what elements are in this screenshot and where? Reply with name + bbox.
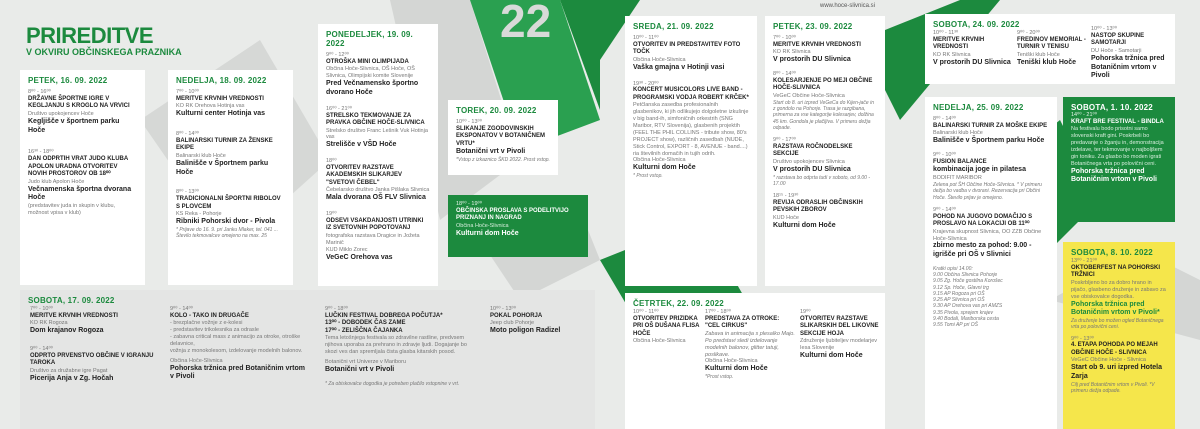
event-column (325, 306, 475, 387)
event-organizer: Društvo za družabne igre Pagat (30, 367, 108, 374)
day-date: PONEDELJEK, 19. 09. 2022 (326, 30, 413, 48)
event-organizer: Jeep club Pohorje (490, 320, 535, 327)
event-title: OTVORITEV RAZSTAVE AKADEMSKIH SLIKARJEV "SVETOVI ČEBEL" (326, 164, 403, 186)
event-organizer: Občina Hoče-Slivnica (456, 222, 509, 229)
event-subitem: 13⁰⁰ - DOBODEK ČAS ZAME (325, 320, 406, 327)
event-title: OTVORITEV IN PREDSTAVITEV FOTO TOČK (633, 41, 741, 56)
event-organizer: Krajevna skupnost Slivnica, OO ZZB Občine Hoče-Slivnica (933, 228, 1042, 242)
event (1071, 336, 1167, 395)
event-description: Tema letošnjega festivala so zdravilne rastline, predvsem njihova uporaba za prehrano in zdravje ljudi. Dogajanje bo skozi ves dan spremljala čista glasba kitarskih posod. (325, 335, 467, 356)
schedule-line: 9.30 AP Orehova vas pri AMZS (933, 303, 1003, 310)
event-detail: - zabavna critical mass z animacijo za otroke, otroške delavnice, (170, 334, 301, 347)
event-place: kombinacija joge in pilatesa (933, 166, 1026, 174)
event-title: OTVORITEV RAZSTAVE SLIKARSKIH DEL LIKOVNE SEKCIJE HOJA (800, 315, 879, 337)
card-saturday-17 (20, 290, 595, 429)
event-organizer: Občina Hoče-Slivnica, OŠ Hoče, OŠ Slivnica, Olimpijski komite Slovenije (326, 66, 415, 80)
event-time: 9⁰⁰ - 14⁰⁰ (170, 306, 193, 312)
event-time: 14⁰⁰ - 21⁰⁰ (1071, 112, 1097, 118)
event-title: SLIKANJE ZGODOVINSKIH EKSPONATOV V BOTANIČNEM VRTU* (456, 125, 546, 147)
event-organizer: BODIFIT MARIBOR (933, 175, 982, 182)
event-organizer: KUD Hoče (773, 214, 799, 221)
day-date: PETEK, 23. 09. 2022 (773, 22, 853, 31)
event-organizer: Združenje ljubiteljev modelarjev Iesa Slovenije (800, 338, 878, 352)
event-note: *Prost vstop. (705, 374, 734, 380)
event-place: Balinišče v Športnem parku Hoče (176, 159, 269, 176)
day-date: NEDELJA, 18. 09. 2022 (176, 76, 267, 85)
schedule-line: 9.12 Sp. Hoče, Glavni trg (933, 284, 989, 291)
event-title: KRAFT BRE FESTIVAL - BINDLA (1071, 118, 1164, 125)
event-title: STRELSKO TEKMOVANJE ZA PRAVKA OBČINE HOČE-SLIVNICA (326, 112, 425, 126)
event-title: NASTOP SKUPINE SAMOTARJI (1091, 32, 1145, 47)
event-organizer: Botanični vrt Univerze v Mariboru (325, 359, 407, 365)
event (633, 81, 749, 180)
event-place: Start ob 9. uri izpred Hotela Zarja (1071, 364, 1163, 380)
event-time: 8⁰⁰ - 14⁰⁰ (933, 116, 956, 122)
event-time: 19⁰⁰ (326, 211, 337, 217)
event-organizer: DU Hoče - Samotarji (1091, 47, 1142, 54)
event-title: REVIJA ODRASLIH OBČINSKIH PEVSKIH ZBOROV (773, 199, 863, 214)
event-title: OKTOBERFEST NA POHORSKI TRŽNICI (1071, 264, 1161, 279)
card-saturday-1-oct (1063, 97, 1175, 222)
event-organizer: Strelsko društvo Franc Lešnik Vuk Hotinja vas (326, 127, 428, 141)
event-title: PREDSTAVA ZA OTROKE: "CEL CIRKUS" (705, 315, 780, 330)
event-organizer: Občina Hoče-Slivnica (633, 56, 686, 63)
event-description: Petčlanska zasedba profesionalnih glasbenikov, ki jih odlikujejo dolgoletne izkušnje v big band-ih, simfoničnih orkestrih (SNG Maribor, RTV Slovenija), glasbenih projektih (FEEL THE PHIL COLLINS - tribute show, 80's PROJECT show), različnih zasedbah (NUDE, Stick Control, EXPORT - 8, AVENUE - band....) ria številnih domačih in tujih odrih. (633, 102, 749, 157)
event-note: * Prijave do 16. 9. pri Janku Mlaker, tel. 041 ... Število tekmovalcev omejeno na max. 25 (176, 226, 278, 239)
event-note: Cilj pred Botaničnim vrtom v Pivoli. *V primeru dežja odpade. (1071, 381, 1155, 394)
event-time: 16³⁰ - 18⁰⁰ (28, 149, 54, 156)
day-date: SREDA, 21. 09. 2022 (633, 22, 714, 31)
event-place: zbirno mesto za pohod: 9.00 - igrišče pri OŠ v Slivnici (933, 242, 1032, 259)
event-note: * Za obiskovalce dogodka je potreben plačilo vstopnine v vrt. (325, 380, 460, 387)
event-description: Na festivalu bodo prisotni samo slovenski kraft gini. Poskrbeli bo predavanje o žganju in, demonstracija izdelave, ter tekmovanje v najboljšem gin toniku. Za glasbo bo moden igrati Botaničnega vrta po polovični ceni. (1071, 126, 1164, 167)
event-note: Start ob 8. uri izpred VeGeCa do Kijen-jače in z gondolo na Pohorje. Trasa je razgibana, primerna za vse kategorije kolesarjev, dolžina 45 km. Gondola je plačljiva. V primeru dežja odpade. (773, 99, 874, 131)
event-time: 7⁰⁰ - 10⁰⁰ (176, 89, 199, 95)
day-date: SOBOTA, 24. 09. 2022 (933, 20, 1020, 29)
event-organizer: Društvo upokojencev Slivnica (773, 158, 845, 165)
event-organizer: Teniški klub Hoče (1017, 51, 1060, 58)
event-title: MERITVE KRVNIH VREDNOSTI (933, 36, 985, 51)
website-url: www.hoce-slivnica.si (820, 3, 876, 9)
event-title: MERITVE KRVNIH VREDNOSTI (30, 312, 118, 319)
event-title: FREDINOV MEMORIAL - TURNIR V TENISU (1017, 36, 1086, 51)
event-time: 8⁰⁰ - 14⁰⁰ (176, 131, 199, 137)
event-title: LUČKIN FESTIVAL DOBREGA POČUTJA* (325, 312, 443, 319)
event-title: BALINARSKI TURNIR ZA ŽENSKE EKIPE (176, 137, 273, 152)
event (326, 106, 430, 150)
event-description: Poskrbljeno bo za dobro hrano in pijačo, glasbeno druženje in zabavo za vse obiskovalce dogodka. (1071, 279, 1166, 300)
event-note: * Prost vstop. (633, 173, 663, 179)
event-place: Balinišče v Športnem parku Hoče (933, 137, 1045, 145)
event-detail: vožnja z monokolesom, izdelovanje modelnih balonov. (170, 347, 303, 354)
event (326, 211, 430, 262)
event-place: VeGeC Orehova vas (326, 253, 393, 261)
event-title: KOLO - TAKO IN DRUGAČE (170, 312, 249, 319)
event (773, 137, 877, 187)
event-title: MERITVE KRVNIH VREDNOSTI (176, 95, 264, 102)
event-place: Kulturni dom Hoče (705, 365, 768, 373)
event-time: 10⁰⁰ - 13⁰⁰ (1091, 26, 1117, 32)
event-column (1091, 26, 1171, 81)
card-tuesday-20 (448, 100, 558, 175)
event-time: 9⁰⁰ - 12⁰⁰ (326, 52, 349, 58)
event-time: 18⁰⁰ (326, 158, 337, 164)
event-title: DRŽAVNE ŠPORTNE IGRE V KEGLJANJU S KROGLO NA VRVICI (28, 95, 130, 110)
event-time: 18¹⁵ - 19³⁰ (773, 193, 799, 199)
event-note: *Vstop z izkaznico ŠKD 2022. Prost vstop. (456, 157, 550, 164)
event-organizer: KUD Miklo Zorec (326, 246, 368, 253)
schedule-line: 9.35 Pivola, sprejem krajev (933, 309, 994, 316)
card-friday-16 (20, 70, 145, 285)
day-date: SOBOTA, 1. 10. 2022 (1071, 103, 1153, 112)
event-organizer: Občina Hoče-Slivnica (633, 157, 686, 164)
event-place: Vaška gmajna v Hotinji vasi (633, 63, 725, 71)
event-place: Kulturni dom Hoče (800, 352, 863, 360)
event-place: Picerija Anja v Zg. Hočah (30, 374, 114, 382)
event-time: 9⁰⁰ - 17⁰⁰ (773, 137, 796, 143)
schedule-line: 9.40 Bodali, Mariborska cesta (933, 315, 999, 322)
event-note: (predstavitev juda in skupin v klubu, možnost vpisa v klub) (28, 203, 116, 216)
event-place: Pohorska tržnica pred Botaničnim vrtom v Pivoli (1071, 167, 1157, 184)
card-monday-19 (318, 24, 438, 286)
event-title: OTVORITEV PRIZIDKA PRI OŠ DUŠANA FLISA HOČE (633, 315, 700, 337)
event (176, 189, 285, 239)
event-place: Kulturni center Hotinja vas (176, 110, 266, 118)
event (773, 35, 877, 65)
event-organizer: Občina Hoče-Slivnica (170, 357, 223, 364)
event-place: Dom krajanov Rogoza (30, 327, 104, 335)
event-place: Kulturni dom Hoče (633, 164, 696, 172)
event-time: 13⁰⁰ - 21⁰⁰ (1071, 258, 1097, 264)
event-place: Pred Večnamensko športno dvorano Hoče (326, 80, 419, 96)
event (933, 152, 1049, 201)
event-organizer: Občina Hoče-Slivnica (633, 338, 686, 345)
event-place: Kegljišče v športnem parku Hoče (28, 117, 120, 134)
card-thursday-22 (625, 293, 885, 429)
event-note: Zelena pot ŠH Občine Hoče-Slivnica. * V primeru dežja bo vadba v dvorani. Rezervacija pri Občini Hoče. Število prijav je omejeno. (933, 182, 1042, 201)
event-organizer: KO RK Slivnica (933, 51, 971, 58)
event-subitem: 17⁰⁰ - ZELIŠČNA ČAJANKA (325, 327, 403, 334)
event-time: 9⁰⁰ - 10⁰⁰ (933, 152, 956, 158)
schedule-line: 9.00 Občina Slivnica Pohorje (933, 272, 998, 279)
event-title: MERITVE KRVNIH VREDNOSTI (773, 41, 861, 48)
event-title: KONCERT MUSICOLORS LIVE BAND - PROGRAMSKI VODJA ROBERT KRČEK* (633, 87, 749, 101)
event-organizer: Občina Hoče-Slivnica (705, 358, 758, 365)
card-sunday-18 (168, 70, 293, 285)
card-saturday-8-oct (1063, 242, 1175, 429)
event-place: V prostorih DU Slivnica (773, 165, 851, 173)
event-place: Kulturni dom Hoče (456, 229, 519, 237)
card-sunday-25 (925, 97, 1057, 429)
event-place: Pohorska tržnica pred Botaničnim vrtom v Pivoli* (1071, 300, 1160, 317)
card-wednesday-21 (625, 16, 757, 286)
day-date: TOREK, 20. 09. 2022 (456, 106, 537, 115)
event-time: 9⁰⁰ - 20⁰⁰ (1017, 30, 1040, 36)
event-column (800, 309, 880, 361)
event (933, 207, 1049, 260)
event-time: 10⁰⁰ - 11³⁰ (933, 30, 959, 36)
event-organizer: Balinarski klub Hoče (933, 130, 983, 137)
event-time: 10⁰⁰ - 13⁰⁰ (456, 119, 482, 125)
event-title: BALINARSKI TURNIR ZA MOŠKE EKIPE (933, 122, 1048, 129)
event-time: 8⁰⁰ - 16⁰⁰ (28, 89, 51, 95)
event (456, 119, 550, 163)
event-title: OBČINSKA PROSLAVA S PODELITVIJO PRIZNANJ IN NAGRAD (456, 207, 569, 222)
event-title: ODSEVI VSAKDANJOSTI UTRINKI IZ SVETOVNIH POPOTOVANJ (326, 217, 424, 232)
event (773, 193, 877, 231)
event-place: Pohorska tržnica pred Botaničnim vrtom v Pivoli (1091, 54, 1165, 80)
event-title: FUSION BALANCE (933, 158, 987, 165)
event-time: 18⁰⁰ - 19⁰⁰ (456, 201, 482, 207)
event-title: RAZSTAVA ROČNODELSKE SEKCIJE (773, 143, 853, 158)
event-place: Teniški klub Hoče (1017, 58, 1076, 66)
page-title: PRIREDITVE (26, 23, 154, 48)
event-time: 9⁰⁰ - 13⁰⁰ (1071, 335, 1094, 342)
event-description: fotografska razstava Dragice in Jožeta Marinič (326, 232, 420, 246)
event-column (1017, 30, 1087, 68)
event-column (933, 30, 1013, 68)
event-note: * razstava bo odprta tudi v soboto, od 9.00 - 17.00 (773, 174, 871, 187)
card-saturday-24 (925, 14, 1175, 84)
event (176, 131, 285, 177)
event (1071, 258, 1167, 331)
event-detail: - predstavitev trikolesnika za odrasle (170, 327, 259, 334)
event-organizer: Balinarski klub Hoče (176, 152, 226, 159)
event-place: Botanični vrt v Pivoli (456, 148, 526, 156)
event-place: Mala dvorana OŠ FLV Slivnica (326, 194, 426, 202)
event-organizer: VeGeC Občine Hoče - Slivnica (1071, 357, 1146, 364)
event-time: 10⁰⁰ - 11⁰⁰ (633, 35, 659, 41)
event (633, 35, 749, 73)
day-date: NEDELJA, 25. 09. 2022 (933, 103, 1024, 112)
event-time: 7⁰⁰ - 10⁰⁰ (30, 306, 53, 312)
event-time: 8⁰⁰ - 13⁰⁰ (176, 189, 199, 196)
event-column (170, 306, 310, 382)
schedule-line: 9.05 Zg. Hoče gostilna Korošec (933, 278, 1003, 285)
event-place: Večnamenska športna dvorana Hoče (28, 185, 132, 202)
event-title: POHOD NA JUGOVO DOMAČIJO S PROSLAVO NA LOKACIJI OB 11⁰⁰ (933, 213, 1033, 228)
event-time: 10⁰⁰ - 13⁰⁰ (490, 306, 516, 312)
event (933, 116, 1049, 146)
event-organizer: KO RK Slivnica (773, 49, 811, 56)
event-place: V prostorih DU Slivnica (773, 56, 851, 64)
event-title: DAN ODPRTIH VRAT JUDO KLUBA APOLON URADNA OTVORITEV NOVIH PROSTOROV OB 18⁰⁰ (28, 156, 128, 178)
page-subtitle: V OKVIRU OBČINSKEGA PRAZNIKA (26, 47, 182, 57)
schedule-line: 9.25 AP Slivnica pri OŠ (933, 297, 985, 304)
event-title: OTROŠKA MINI OLIMPIJADA (326, 58, 409, 65)
event-organizer: KO RK Rogoza (30, 320, 68, 327)
event (773, 71, 877, 131)
card-friday-23 (765, 16, 885, 286)
event-time: 9⁰⁰ - 14⁰⁰ (933, 206, 956, 213)
event-column (490, 306, 590, 336)
event-time: 19⁰⁰ (800, 309, 811, 315)
event-time: 16⁰⁰ - 21⁰⁰ (326, 105, 352, 112)
event (28, 149, 137, 217)
event-place: Pohorska tržnica pred Botaničnim vrtom v Pivoli (170, 364, 305, 381)
event-place: Botanični vrt v Pivoli (325, 365, 395, 373)
event-column (30, 306, 160, 384)
event-title: 4. ETAPA POHODA PO MEJAH OBČINE HOČE - SLIVNICA (1071, 342, 1158, 356)
event (326, 52, 430, 98)
event-place: Strelišče v VŠD Hoče (326, 141, 397, 149)
day-date: SOBOTA, 8. 10. 2022 (1071, 248, 1153, 257)
event-column (705, 309, 795, 380)
big-number-22: 22 (500, 0, 552, 47)
event (28, 89, 137, 135)
event-time: 17⁰⁰ - 18⁰⁰ (705, 309, 731, 315)
event (176, 89, 285, 119)
event-time: 8⁰⁰ - 14⁰⁰ (773, 71, 796, 77)
event-place: Moto poligon Radizel (490, 327, 561, 335)
event-organizer: Judo klub Apolon Hoče (28, 178, 85, 185)
event-detail: - brezplačne vožnje z e-kolesi (170, 320, 243, 327)
event (933, 266, 1049, 329)
event-time: 19³⁰ - 20⁰⁰ (633, 80, 659, 87)
schedule-heading: Kratki opisi 14.00: (933, 265, 973, 272)
day-date: PETEK, 16. 09. 2022 (28, 76, 108, 85)
schedule-line: 9.55 Tomi AP pri OŠ (933, 322, 979, 329)
event-organizer: VeGeC Občine Hoče-Slivnica (773, 92, 845, 99)
event-time: 7⁰⁰ - 10⁰⁰ (773, 35, 796, 41)
event-time: 9⁰⁰ - 18⁰⁰ (325, 306, 348, 312)
card-tuesday-20-ceremony (448, 195, 588, 257)
event-title: TRADICIONALNI ŠPORTNI RIBOLOV S PLOVCEM (176, 196, 281, 210)
schedule-line: 9.15 AP Rogoza pri OŠ (933, 290, 985, 297)
event-time: 10⁰⁰ - 11⁰⁰ (633, 309, 659, 315)
event-description: Zabava in animacija s plesalko Majo. Po predstavi sledi izdelovanje modelnih balonov, glitter tatuji, poslikave. (705, 330, 795, 358)
event-title: ODPRTO PRVENSTVO OBČINE V IGRANJU TAROKA (30, 352, 154, 367)
day-date: ČETRTEK, 22. 09. 2022 (633, 299, 724, 308)
event-column (633, 309, 703, 345)
event-title: POKAL POHORJA (490, 312, 543, 319)
event-organizer: KS Reka - Pohorje (176, 211, 222, 218)
event (326, 158, 430, 203)
event-organizer: KO RK Orehova Hotinja vas (176, 103, 245, 110)
event-place: V prostorih DU Slivnica (933, 58, 1011, 66)
event-title: KOLESARJENJE PO MEJI OBČINE HOČE-SLIVNICA (773, 77, 873, 92)
event-organizer: Društvo upokojencev Hoče (28, 110, 94, 117)
event-note: Za druženje bo možen ogled Botaničnega vrta po polovični ceni. (1071, 318, 1164, 331)
event-organizer: Čebelarsko društvo Janka Pišlaka Slivnica (326, 187, 430, 194)
event-place: Ribniki Pohorski dvor - Pivola (176, 218, 276, 225)
event-place: Kulturni dom Hoče (773, 221, 836, 229)
day-date: SOBOTA, 17. 09. 2022 (28, 296, 115, 305)
event-time: 9⁰⁰ - 14⁰⁰ (30, 346, 53, 352)
